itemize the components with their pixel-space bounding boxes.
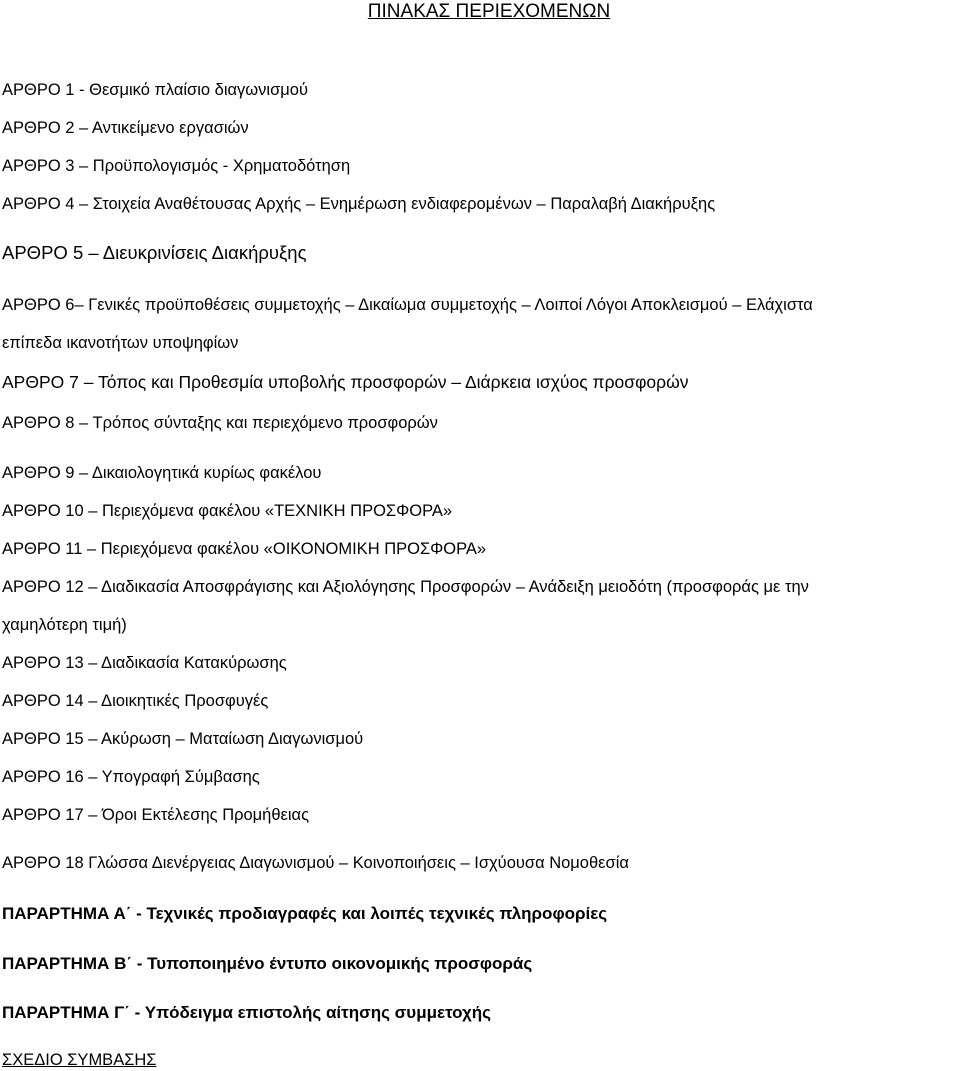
toc-entry-article-3: ΑΡΘΡΟ 3 – Προϋπολογισμός - Χρηματοδότηση	[2, 157, 351, 175]
toc-entry-article-6: ΑΡΘΡΟ 6– Γενικές προϋποθέσεις συμμετοχής – Δικαίωμα συμμετοχής – Λοιποί Λόγοι Αποκλεισμού – Ελάχιστα	[2, 296, 813, 314]
toc-entry-article-4: ΑΡΘΡΟ 4 – Στοιχεία Αναθέτουσας Αρχής – Ενημέρωση ενδιαφερομένων – Παραλαβή Διακήρυξης	[2, 195, 716, 213]
toc-entry-article-12-continued: χαμηλότερη τιμή)	[2, 616, 127, 634]
toc-entry-article-2: ΑΡΘΡΟ 2 – Αντικείμενο εργασιών	[2, 119, 249, 137]
toc-entry-article-14: ΑΡΘΡΟ 14 – Διοικητικές Προσφυγές	[2, 692, 269, 710]
toc-entry-article-13: ΑΡΘΡΟ 13 – Διαδικασία Κατακύρωσης	[2, 654, 287, 672]
toc-entry-article-18: ΑΡΘΡΟ 18 Γλώσσα Διενέργειας Διαγωνισμού – Κοινοποιήσεις – Ισχύουσα Νομοθεσία	[2, 854, 629, 872]
page-title: ΠΙΝΑΚΑΣ ΠΕΡΙΕΧΟΜΕΝΩΝ	[367, 1, 611, 22]
toc-entry-article-16: ΑΡΘΡΟ 16 – Υπογραφή Σύμβασης	[2, 768, 260, 786]
toc-entry-article-7: ΑΡΘΡΟ 7 – Τόπος και Προθεσμία υποβολής προσφορών – Διάρκεια ισχύος προσφορών	[2, 372, 689, 392]
toc-entry-annex-b: ΠΑΡΑΡΤΗΜΑ Β΄ - Τυποποιημένο έντυπο οικονομικής προσφοράς	[2, 954, 533, 973]
toc-entry-article-8: ΑΡΘΡΟ 8 – Τρόπος σύνταξης και περιεχόμενο προσφορών	[2, 414, 438, 432]
toc-entry-contract-draft: ΣΧΕΔΙΟ ΣΥΜΒΑΣΗΣ	[2, 1051, 157, 1069]
toc-entry-annex-c: ΠΑΡΑΡΤΗΜΑ Γ΄ - Υπόδειγμα επιστολής αίτησης συμμετοχής	[2, 1003, 491, 1022]
toc-entry-article-11: ΑΡΘΡΟ 11 – Περιεχόμενα φακέλου «ΟΙΚΟΝΟΜΙΚΗ ΠΡΟΣΦΟΡΑ»	[2, 540, 487, 558]
toc-entry-article-17: ΑΡΘΡΟ 17 – Όροι Εκτέλεσης Προμήθειας	[2, 806, 310, 824]
toc-entry-article-15: ΑΡΘΡΟ 15 – Ακύρωση – Ματαίωση Διαγωνισμού	[2, 730, 364, 748]
toc-entry-article-10: ΑΡΘΡΟ 10 – Περιεχόμενα φακέλου «ΤΕΧΝΙΚΗ ΠΡΟΣΦΟΡΑ»	[2, 502, 453, 520]
toc-entry-article-6-continued: επίπεδα ικανοτήτων υποψηφίων	[2, 334, 239, 352]
toc-entry-article-9: ΑΡΘΡΟ 9 – Δικαιολογητικά κυρίως φακέλου	[2, 464, 322, 482]
toc-entry-article-1: ΑΡΘΡΟ 1 - Θεσμικό πλαίσιο διαγωνισμού	[2, 81, 308, 99]
toc-entry-annex-a: ΠΑΡΑΡΤΗΜΑ Α΄ - Τεχνικές προδιαγραφές και λοιπές τεχνικές πληροφορίες	[2, 904, 608, 923]
toc-entry-article-5: ΑΡΘΡΟ 5 – Διευκρινίσεις Διακήρυξης	[2, 242, 307, 263]
toc-entry-article-12: ΑΡΘΡΟ 12 – Διαδικασία Αποσφράγισης και Αξιολόγησης Προσφορών – Ανάδειξη μειοδότη (προσφοράς με την	[2, 578, 809, 596]
